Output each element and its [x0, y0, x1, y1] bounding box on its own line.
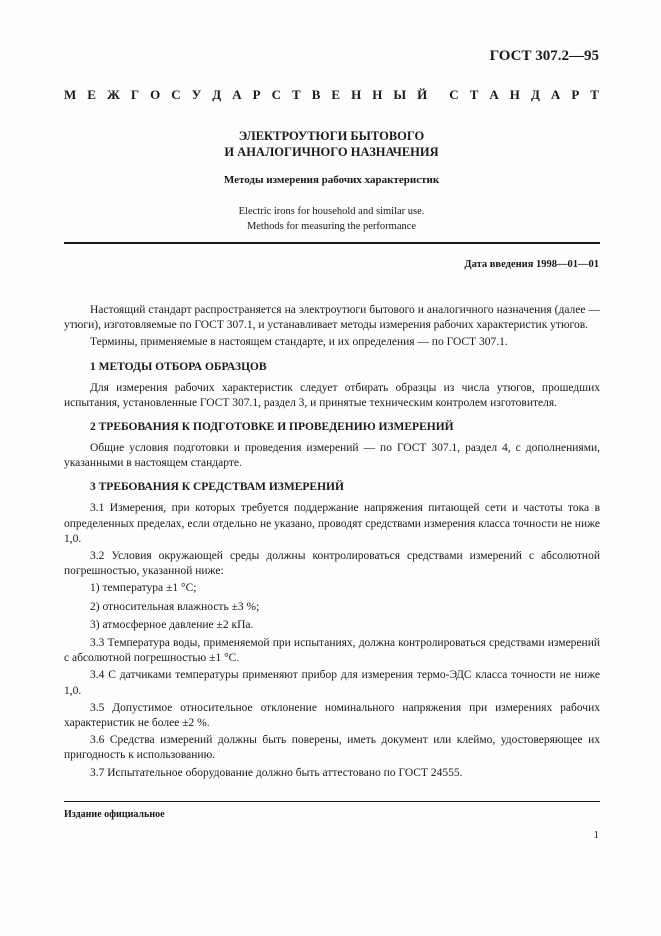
official-edition-note: Издание официальное — [64, 809, 165, 820]
section-heading: 1 МЕТОДЫ ОТБОРА ОБРАЗЦОВ — [90, 360, 267, 373]
banner-letter: С — [271, 87, 281, 102]
subtitle: Методы измерения рабочих характеристик — [223, 174, 440, 186]
paragraph: 3.1 Измерения, при которых требуется поддержание напряжения питающей сети и частоты тока в определенных пределах, если отдельно не указано, проводят средствами измерения класса точности не ниже 1,0. — [64, 502, 600, 545]
document-id: ГОСТ 307.2—95 — [489, 48, 599, 64]
banner-letter: Е — [87, 87, 96, 102]
banner-letter: Р — [571, 87, 580, 102]
section-heading: 3 ТРЕБОВАНИЯ К СРЕДСТВАМ ИЗМЕРЕНИЙ — [90, 481, 344, 494]
banner-letter: Д — [530, 87, 540, 102]
title-block — [64, 128, 599, 234]
banner-letter: А — [232, 87, 242, 102]
paragraph: 3.7 Испытательное оборудование должно быть аттестовано по ГОСТ 24555. — [90, 766, 463, 779]
paragraph: Общие условия подготовки и проведения измерений — по ГОСТ 307.1, раздел 4, с дополнениями, указанными в настоящем стандарте. — [64, 442, 600, 470]
banner-letter: Ы — [393, 87, 407, 102]
banner-letter: С — [171, 87, 181, 102]
banner-letter: Г — [130, 87, 140, 102]
standard-banner — [64, 86, 599, 104]
banner-letter: Ж — [106, 87, 120, 102]
banner-letter: Н — [372, 87, 383, 102]
banner-letter: М — [64, 87, 77, 102]
paragraph: Для измерения рабочих характеристик следует отбирать образцы из числа утюгов, прошедших испытания, установленные ГОСТ 307.1, раздел 3, и принятые техническим контролем изготовителя. — [64, 381, 600, 409]
banner-letter: Е — [331, 87, 341, 102]
effective-date: Дата введения 1998—01—01 — [464, 259, 599, 270]
banner-letter: С — [449, 87, 459, 102]
page-number: 1 — [593, 829, 599, 841]
banner-letter: Д — [212, 87, 222, 102]
banner-letter: В — [311, 87, 321, 102]
header-divider — [64, 242, 600, 244]
paragraph: Настоящий стандарт распространяется на электроутюги бытового и аналогичного назначения (далее — утюги), изготовляемые по ГОСТ 307.1, и устанавливает методы измерения рабочих характеристик утюгов. — [64, 304, 600, 332]
paragraph: 3.2 Условия окружающей среды должны контролироваться средствами измерений с абсолютной погрешностью, указанной ниже: — [64, 550, 600, 578]
banner-letter: Т — [590, 87, 599, 102]
banner-letter: О — [150, 87, 161, 102]
document-body — [64, 303, 600, 783]
title-line: ЭЛЕКТРОУТЮГИ БЫТОВОГО — [238, 129, 425, 143]
paragraph: 3.3 Температура воды, применяемой при испытаниях, должна контролироваться средствами измерений с абсолютной погрешностью ±1 °С. — [64, 637, 600, 665]
banner-letter: Р — [252, 87, 261, 102]
banner-letter: Т — [292, 87, 301, 102]
banner-letter: Н — [509, 87, 520, 102]
paragraph: 3.4 С датчиками температуры применяют прибор для измерения термо-ЭДС класса точности не ниже 1,0. — [64, 669, 600, 697]
banner-letter: У — [191, 87, 202, 102]
section-heading: 2 ТРЕБОВАНИЯ К ПОДГОТОВКЕ И ПРОВЕДЕНИЮ ИЗМЕРЕНИЙ — [90, 421, 454, 434]
banner-letter: Й — [417, 87, 428, 102]
paragraph: 3.6 Средства измерений должны быть поверены, иметь документ или клеймо, удостоверяющее их пригодность к использованию. — [64, 734, 600, 762]
english-title-line: Methods for measuring the performance — [246, 221, 417, 232]
banner-letter: А — [550, 87, 561, 102]
banner-letter: Т — [469, 87, 479, 102]
title-line: И АНАЛОГИЧНОГО НАЗНАЧЕНИЯ — [224, 145, 439, 159]
banner-letter: А — [489, 87, 499, 102]
footer-divider — [64, 801, 600, 802]
banner-letter: Н — [351, 87, 362, 102]
paragraph: 3.5 Допустимое относительное отклонение номинального напряжения при измерениях рабочих характеристик не более ±2 %. — [64, 701, 600, 730]
english-title-line: Electric irons for household and similar use. — [238, 206, 425, 217]
list-item: 3) атмосферное давление ±2 кПа. — [90, 618, 254, 631]
list-item: 1) температура ±1 °С; — [90, 582, 197, 595]
list-item: 2) относительная влажность ±3 %; — [90, 600, 260, 613]
paragraph: Термины, применяемые в настоящем стандарте, и их определения — по ГОСТ 307.1. — [90, 336, 508, 349]
